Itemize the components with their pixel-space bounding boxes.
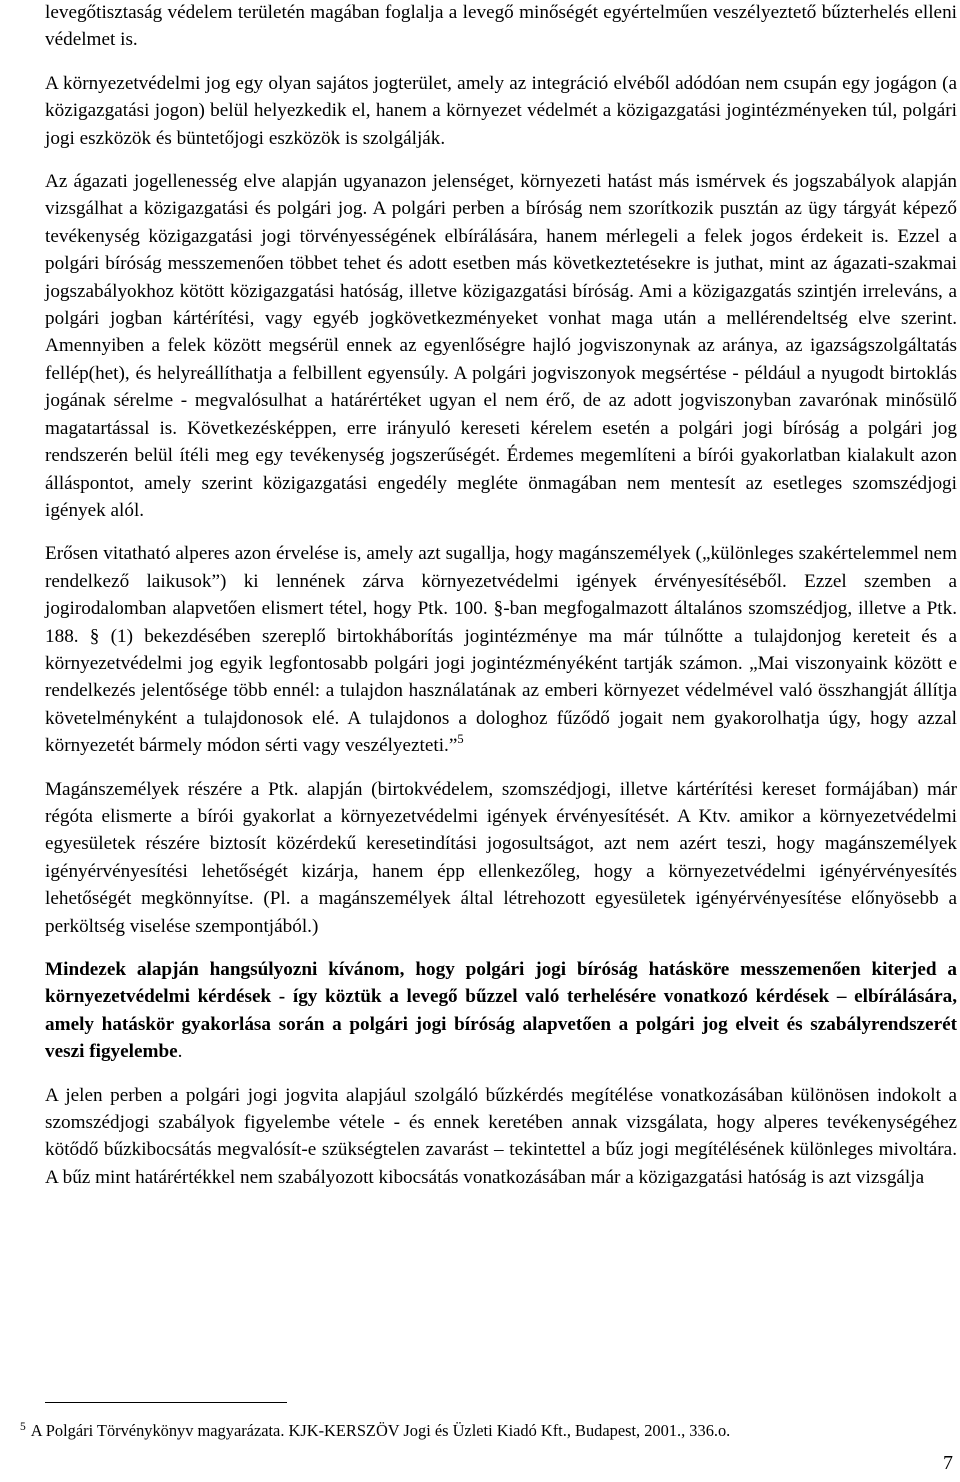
paragraph-text: Erősen vitatható alperes azon érvelése is, amely azt sugallja, hogy magánszemélyek („különleges szakértelemmel nem rendelkező laikusok”) ki lennének zárva környezetvédelmi igények érvényesítéséből. Ezzel szemben a jogirodalomban alapvetően elismert tétel, hogy Ptk. 100. §-ban megfogalmazott általános szomszédjog, illetve a Ptk. 188. § (1) bekezdésében szereplő birtokháborítás jogintézménye ma már túlnőtte a tulajdonjog kereteit és a környezetvédelmi jog egyik legfontosabb polgári jogi jogintézményéként tartják számon. „Mai viszonyaink között e rendelkezés jelentősége több ennél: a tulajdon használatának az emberi környezet védelmével való összhangját állítja követelményként a tulajdonosok elé. A tulajdonos a dologhoz fűződő jogait nem gyakorolhatja úgy, hogy azzal környezetét bármely módon sérti vagy veszélyezteti.” bbox=[45, 543, 957, 757]
footnote-text: A Polgári Törvénykönyv magyarázata. KJK-KERSZÖV Jogi és Üzleti Kiadó Kft., Budapest, 2001., 336.o. bbox=[30, 1421, 731, 1440]
paragraph-text-bold: Mindezek alapján hangsúlyozni kívánom, hogy polgári jogi bíróság hatásköre messzemenően kiterjed a környezetvédelmi kérdések - így köztük a levegő bűzzel való terhelésére vonatkozó kérdések – elbírálására, amely hatáskör gyakorlása során a polgári jogi bíróság alapvetően a polgári jog elveit és szabályrendszerét veszi figyelembe bbox=[45, 959, 957, 1063]
paragraph-sectoral-illegality bbox=[45, 168, 957, 524]
document-page bbox=[45, 0, 957, 1191]
paragraph-trailing-period: . bbox=[177, 1041, 183, 1063]
footnote-number: 5 bbox=[20, 1421, 26, 1433]
footnote-separator bbox=[45, 1402, 287, 1403]
paragraph-text: Az ágazati jogellenesség elve alapján ugyanazon jelenséget, környezeti hatást más ismérvek és jogszabályok alapján vizsgálhat a közigazgatási és polgári jog. A polgári perben a bíróság nem szorítkozik pusztán az ügy tárgyát képező tevékenység közigazgatási jogi törvényességének elbírálására, hanem mérlegeli a felek jogos érdekeit is. Ezzel a polgári bíróság messzemenően többet tehet és adott esetben más következtetésekre is juthat, mint az ágazati-szakmai jogszabályokhoz kötött közigazgatási hatóság, illetve közigazgatási bíróság. Ami a közigazgatás szintjén irreleváns, a polgári jogban kártérítési, vagy egyéb jogkövetkezményeket vonhat maga után a mellérendeltség elve szerint. Amennyiben a felek között megsérül ennek az egyenlőségre hajló jogviszonynak az aránya, az igazságszolgáltatás fellép(het), és helyreállíthatja a felbillent egyensúly. A polgári jogviszonyok megsértése - például a nyugodt birtoklás jogának sérelme - megvalósulhat a határértéket ugyan el nem érő, de az adott jogviszonyban zavarónak minősülő magatartással is. Következésképpen, erre irányuló kereseti kérelem esetén a polgári jogi bíróság a polgári jog rendszerén belül ítéli meg egy tevékenység jogszerűségét. Érdemes megemlíteni a bírói gyakorlatban kialakult azon álláspontot, amely szerint közigazgatási engedély megléte önmagában nem mentesít az esetleges szomszédjogi igények alól. bbox=[45, 171, 957, 521]
paragraph-text: Magánszemélyek részére a Ptk. alapján (birtokvédelem, szomszédjogi, illetve kártérítési kereset formájában) már régóta elismerte a bírói gyakorlat a környezetvédelmi igények érvényesítését. A Ktv. amikor a környezetvédelmi egyesületek részére biztosít közérdekű keresetindítási jogosultságot, azt nem azért teszi, hogy magánszemélyek igényérvényesítési lehetőségét kizárja, hanem épp ellenkezőleg, hogy a környezetvédelmi igényérvényesítés lehetőségét megkönnyítse. (Pl. a magánszemélyek által létrehozott egyesületek igényérvényesítése előnyösebb a perköltség viselése szempontjából.) bbox=[45, 778, 957, 937]
footnote-reference[interactable]: 5 bbox=[457, 732, 464, 747]
paragraph-environmental-law bbox=[45, 70, 957, 152]
paragraph-defendant-argument bbox=[45, 540, 957, 759]
paragraph-present-case bbox=[45, 1082, 957, 1192]
paragraph-text: levegőtisztaság védelem területén magában foglalja a levegő minőségét egyértelműen veszélyeztető bűzterhelés elleni védelmet is. bbox=[45, 2, 957, 51]
paragraph-private-persons bbox=[45, 776, 957, 940]
paragraph-conclusion-emphasis bbox=[45, 956, 957, 1066]
paragraph-continued bbox=[45, 0, 957, 54]
paragraph-text: A környezetvédelmi jog egy olyan sajátos jogterület, amely az integráció elvéből adódóan nem csupán egy jogágon (a közigazgatási jogon) belül helyezkedik el, hanem a környezet védelmét a közigazgatási jogintézményeken túl, polgári jogi eszközök és büntetőjogi eszközök is szolgálják. bbox=[45, 72, 957, 149]
page-number: 7 bbox=[943, 1452, 953, 1474]
paragraph-text: A jelen perben a polgári jogi jogvita alapjául szolgáló bűzkérdés megítélése vonatkozásában különösen indokolt a szomszédjogi szabályok figyelembe vétele - és ennek keretében annak vizsgálata, hogy alperes tevékenységéhez kötődő bűzkibocsátás megvalósít-e szükségtelen zavarást – tekintettel a bűz jogi megítélésének különleges mivoltára. A bűz mint határértékkel nem szabályozott kibocsátás vonatkozásában már a közigazgatási hatóság is azt vizsgálja bbox=[45, 1084, 957, 1188]
footnote bbox=[20, 1421, 920, 1441]
